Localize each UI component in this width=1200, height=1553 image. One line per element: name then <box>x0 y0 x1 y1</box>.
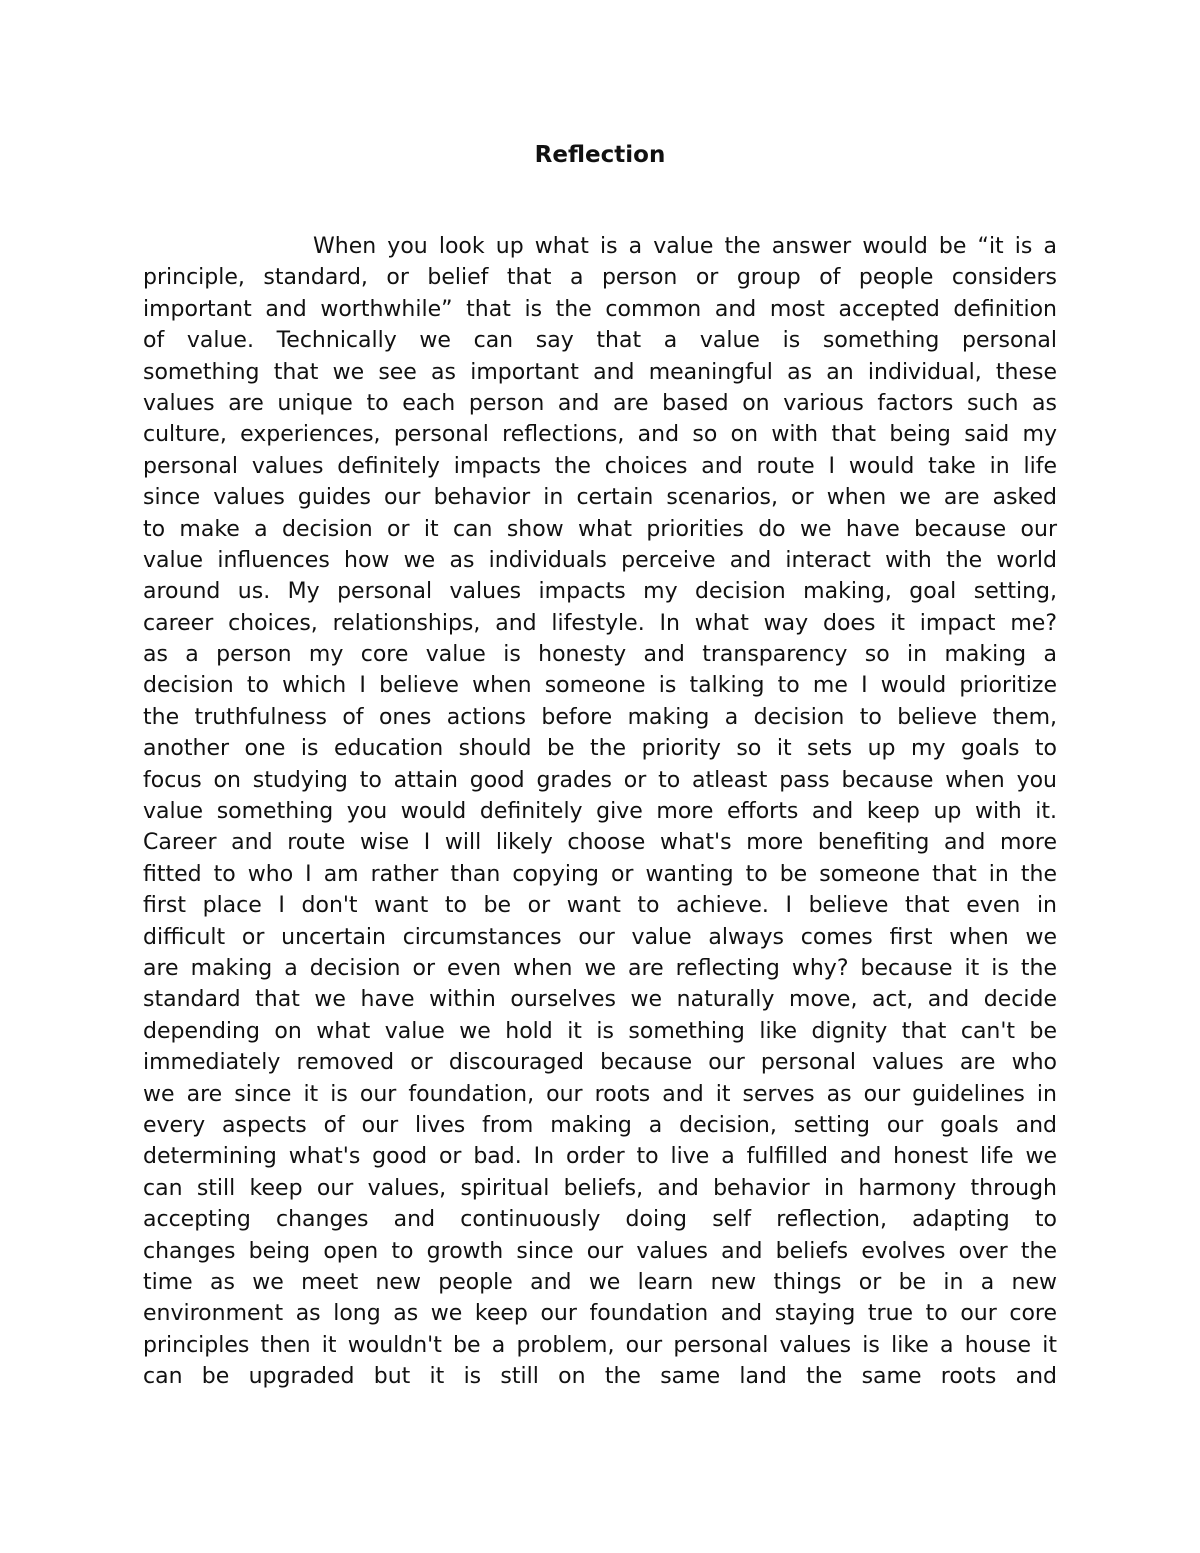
body-line: as a person my core value is honesty and transparency so in making a <box>143 642 1057 668</box>
body-line: principles then it wouldn't be a problem, our personal values is like a house it <box>143 1332 1057 1358</box>
body-line: career choices, relationships, and lifestyle. In what way does it impact me? <box>143 610 1057 636</box>
body-line: Career and route wise I will likely choose what's more benefiting and more <box>143 830 1057 856</box>
body-line: difficult or uncertain circumstances our value always comes first when we <box>143 924 1057 950</box>
body-line: of value. Technically we can say that a value is something personal <box>143 328 1057 354</box>
body-line: we are since it is our foundation, our roots and it serves as our guidelines in <box>143 1081 1057 1107</box>
body-line: value something you would definitely give more efforts and keep up with it. <box>143 799 1057 825</box>
body-line: decision to which I believe when someone is talking to me I would prioritize <box>143 673 1057 699</box>
body-line: can still keep our values, spiritual beliefs, and behavior in harmony through <box>143 1175 1057 1201</box>
body-line: environment as long as we keep our foundation and staying true to our core <box>143 1301 1057 1327</box>
document-body <box>143 231 1057 1392</box>
body-line: changes being open to growth since our values and beliefs evolves over the <box>143 1238 1057 1264</box>
body-line: immediately removed or discouraged because our personal values are who <box>143 1050 1057 1076</box>
body-line: personal values definitely impacts the choices and route I would take in life <box>143 453 1057 479</box>
body-line: fitted to who I am rather than copying or wanting to be someone that in the <box>143 861 1057 887</box>
body-line: since values guides our behavior in certain scenarios, or when we are asked <box>143 485 1057 511</box>
body-line: accepting changes and continuously doing self reflection, adapting to <box>143 1207 1057 1233</box>
body-line: time as we meet new people and we learn new things or be in a new <box>143 1269 1057 1295</box>
body-line: values are unique to each person and are based on various factors such as <box>143 390 1057 416</box>
body-line: another one is education should be the priority so it sets up my goals to <box>143 736 1057 762</box>
body-line: standard that we have within ourselves we naturally move, act, and decide <box>143 987 1057 1013</box>
body-line: are making a decision or even when we are reflecting why? because it is the <box>143 955 1057 981</box>
body-line: the truthfulness of ones actions before making a decision to believe them, <box>143 704 1057 730</box>
body-line: around us. My personal values impacts my decision making, goal setting, <box>143 579 1057 605</box>
body-line: important and worthwhile” that is the common and most accepted definition <box>143 296 1057 322</box>
body-line: first place I don't want to be or want to achieve. I believe that even in <box>143 893 1057 919</box>
body-line: principle, standard, or belief that a person or group of people considers <box>143 265 1057 291</box>
body-line: When you look up what is a value the answer would be “it is a <box>313 234 1057 259</box>
body-line: to make a decision or it can show what priorities do we have because our <box>143 516 1057 542</box>
document-title: Reflection <box>534 142 666 168</box>
body-line: value influences how we as individuals perceive and interact with the world <box>143 547 1057 573</box>
body-line: determining what's good or bad. In order to live a fulfilled and honest life we <box>143 1144 1057 1170</box>
body-line: focus on studying to attain good grades or to atleast pass because when you <box>143 767 1057 793</box>
body-line: something that we see as important and meaningful as an individual, these <box>143 359 1057 385</box>
body-line: depending on what value we hold it is something like dignity that can't be <box>143 1018 1057 1044</box>
body-line: every aspects of our lives from making a decision, setting our goals and <box>143 1112 1057 1138</box>
body-line: culture, experiences, personal reflections, and so on with that being said my <box>143 422 1057 448</box>
body-line: can be upgraded but it is still on the same land the same roots and <box>143 1364 1057 1390</box>
